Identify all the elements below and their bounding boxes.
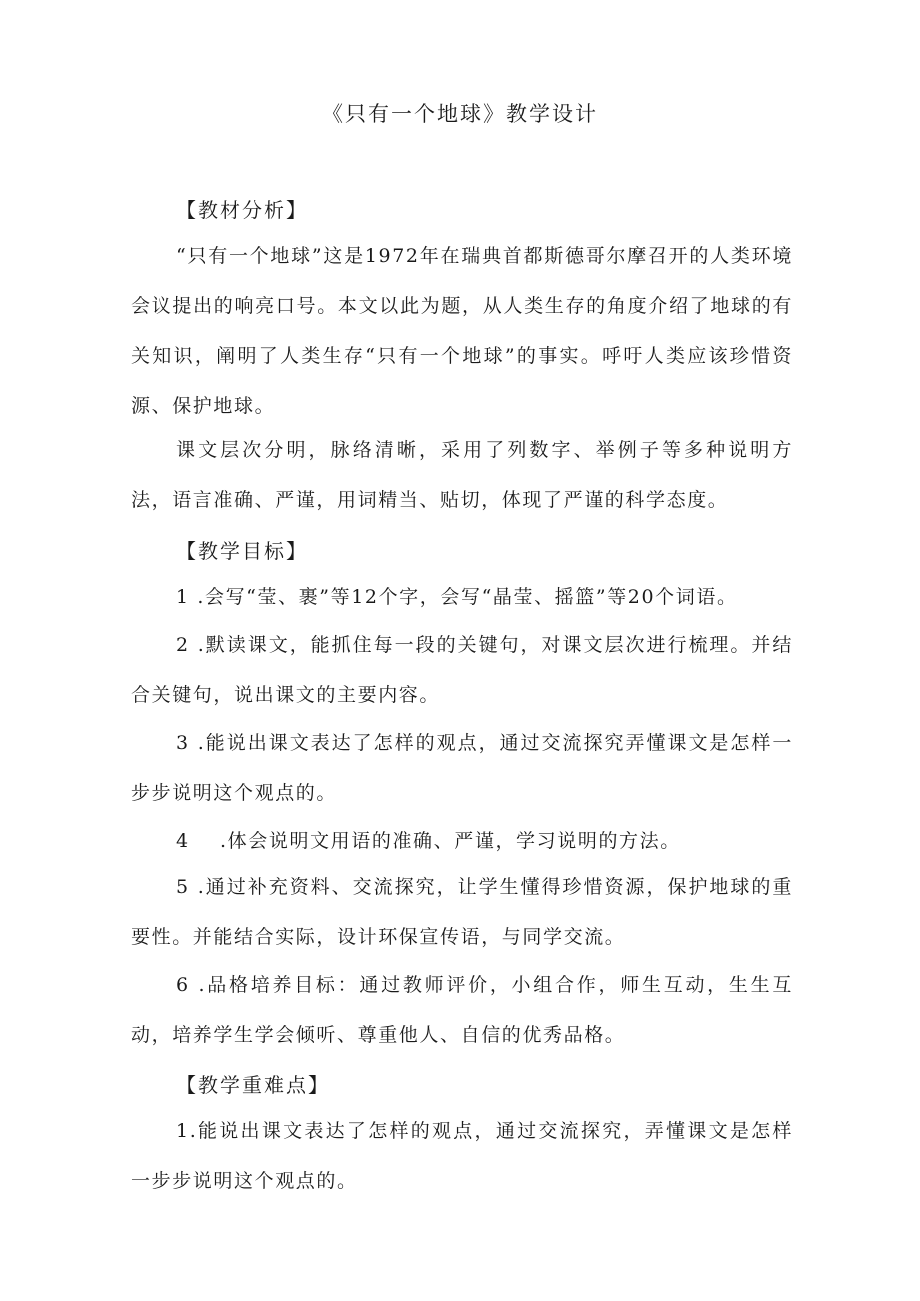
section-heading-goals: 【教学目标】	[176, 539, 308, 563]
goal-item-4-number: 4	[176, 830, 190, 852]
key-point-item-1: 1.能说出课文表达了怎样的观点，通过交流探究，弄懂课文是怎样一步步说明这个观点的。	[131, 1120, 793, 1192]
document-title: 《只有一个地球》教学设计	[322, 102, 598, 126]
goal-item-5: 5 .通过补充资料、交流探究，让学生懂得珍惜资源，保护地球的重要性。并能结合实际，设计环保宣传语，与同学交流。	[131, 876, 793, 948]
goal-item-3: 3 .能说出课文表达了怎样的观点，通过交流探究弄懂课文是怎样一步步说明这个观点的。	[131, 732, 793, 804]
goal-item-1: 1 .会写“莹、裹”等12个字，会写“晶莹、摇篮”等20个词语。	[176, 586, 738, 608]
section-heading-analysis: 【教材分析】	[176, 198, 308, 222]
goal-item-4-text: .体会说明文用语的准确、严谨，学习说明的方法。	[220, 830, 681, 852]
goal-item-2: 2 .默读课文，能抓住每一段的关键句，对课文层次进行梳理。并结合关键句，说出课文的主要内容。	[131, 634, 793, 706]
goal-item-4	[176, 826, 681, 853]
paragraph-analysis-1: “只有一个地球”这是1972年在瑞典首都斯德哥尔摩召开的人类环境会议提出的响亮口号。本文以此为题，从人类生存的角度介绍了地球的有关知识，阐明了人类生存“只有一个地球”的事实。呼吁人类应该珍惜资源、保护地球。	[131, 245, 793, 417]
goal-item-6: 6 .品格培养目标：通过教师评价，小组合作，师生互动，生生互动，培养学生学会倾听、尊重他人、自信的优秀品格。	[131, 974, 793, 1046]
paragraph-analysis-2: 课文层次分明，脉络清晰，采用了列数字、举例子等多种说明方法，语言准确、严谨，用词精当、贴切，体现了严谨的科学态度。	[131, 439, 793, 511]
section-heading-key-points: 【教学重难点】	[176, 1073, 330, 1097]
